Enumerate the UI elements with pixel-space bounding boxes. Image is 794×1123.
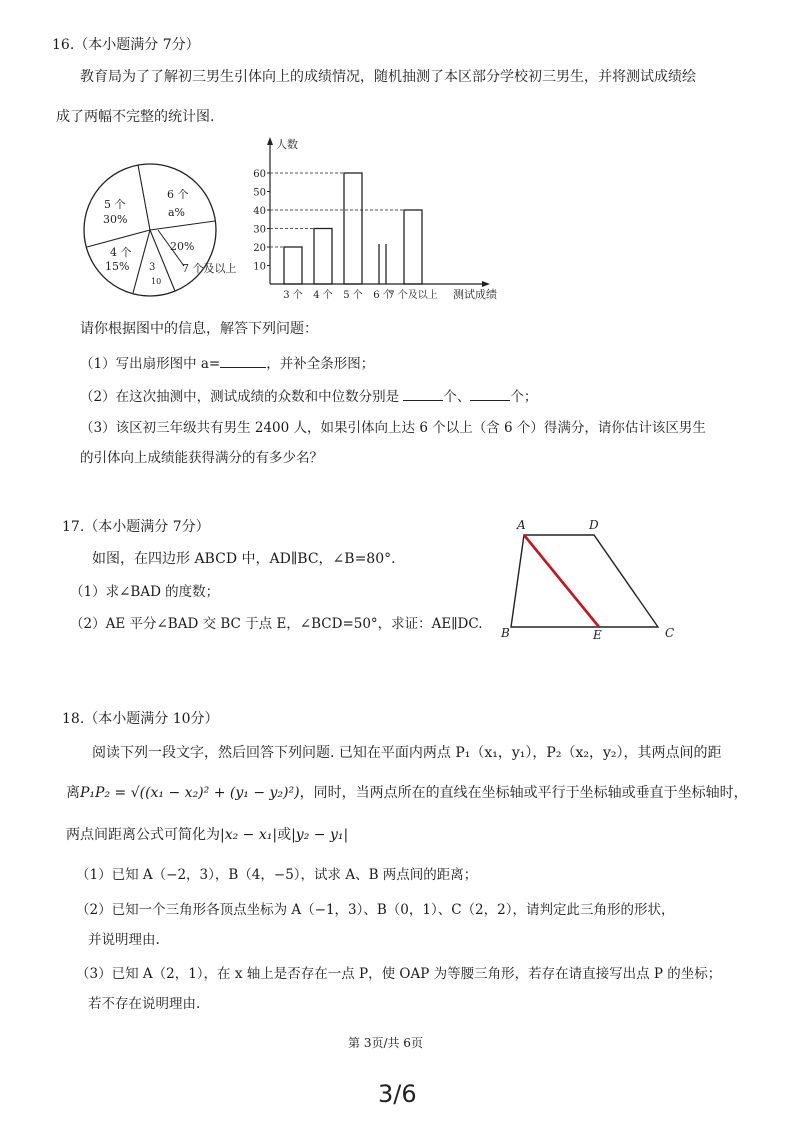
q16-item2 bbox=[80, 385, 537, 405]
label-d: D bbox=[589, 518, 599, 532]
q18-pre-formula: 离 bbox=[66, 785, 80, 801]
pie-label-five: 5 个 bbox=[104, 198, 126, 211]
q16-item1-blank[interactable] bbox=[220, 355, 266, 368]
x-axis-label: 测试成绩 bbox=[453, 288, 497, 301]
label-a: A bbox=[517, 518, 526, 532]
label-b: B bbox=[501, 626, 510, 640]
q16-item1 bbox=[80, 352, 374, 372]
q18-item3-line2: 若不存在说明理由. bbox=[88, 996, 201, 1012]
y-tick-label: 30 bbox=[253, 224, 266, 236]
q16-header: 16.（本小题满分 7分） bbox=[52, 37, 200, 53]
q16-intro-line1: 教育局为了了解初三男生引体向上的成绩情况，随机抽测了本区部分学校初三男生，并将测试成绩绘 bbox=[80, 69, 696, 85]
x-tick-label: 6 个 bbox=[373, 290, 393, 301]
page-footer: 第 3页/共 6页 bbox=[348, 1036, 423, 1050]
y-tick-label: 40 bbox=[253, 206, 266, 217]
q16-item2-blank2[interactable] bbox=[470, 388, 510, 401]
q18-item1: （1）已知 A（−2，3），B（4，−5），试求 A、B 两点间的距离； bbox=[76, 867, 478, 883]
q16-item3-line1: （3）该区初三年级共有男生 2400 人，如果引体向上达 6 个以上（含 6 个）得满分，请你估计该区男生 bbox=[80, 420, 706, 436]
bar bbox=[284, 247, 302, 284]
x-tick-label: 7 个及以上 bbox=[388, 290, 438, 301]
q18-item3-line1: （3）已知 A（2，1），在 x 轴上是否存在一点 P，使 OAP 为等腰三角形，若存在请直接写出点 P 的坐标； bbox=[76, 966, 722, 982]
pie-label-six: 6 个 bbox=[167, 188, 189, 201]
q18-item2-line2: 并说明理由. bbox=[88, 932, 160, 948]
q18-item2-line1: （2）已知一个三角形各顶点坐标为 A（−1，3）、B（0，1）、C（2，2），请判定此三角形的形状， bbox=[76, 902, 675, 918]
bar bbox=[344, 173, 362, 284]
x-tick-label: 5 个 bbox=[343, 290, 363, 301]
label-e: E bbox=[593, 628, 602, 642]
q16-item3-line2: 的引体向上成绩能获得满分的有多少名？ bbox=[80, 450, 323, 466]
q16-intro-line2: 成了两幅不完整的统计图. bbox=[56, 109, 215, 125]
q18-line3-pre: 两点间距离公式可简化为 bbox=[66, 827, 220, 843]
x-tick-label: 3 个 bbox=[283, 290, 303, 301]
y-tick-label: 60 bbox=[253, 169, 266, 180]
q18-post-formula: ，同时，当两点所在的直线在坐标轴或平行于坐标轴或垂直于坐标轴时， bbox=[299, 785, 748, 801]
y-axis-arrow bbox=[267, 137, 273, 145]
bar bbox=[404, 210, 422, 284]
page-indicator: 3/6 bbox=[378, 1080, 417, 1108]
pie-pct-fifteen: 15% bbox=[105, 260, 130, 273]
q16-item2-mid: 个、 bbox=[443, 389, 471, 405]
q18-intro-line2 bbox=[66, 782, 748, 802]
q18-line3 bbox=[66, 824, 348, 844]
y-tick-label: 20 bbox=[253, 243, 266, 254]
q17-figure bbox=[495, 515, 695, 645]
q17-intro: 如图，在四边形 ABCD 中，AD∥BC，∠B=80°. bbox=[92, 551, 396, 567]
pie-pct-twenty: 20% bbox=[170, 240, 195, 253]
q16-item2-post: 个； bbox=[510, 389, 538, 405]
x-axis-arrow bbox=[482, 281, 490, 287]
label-c: C bbox=[665, 626, 675, 640]
q16-item1-post: ，并补全条形图； bbox=[266, 356, 375, 372]
bar bbox=[314, 229, 332, 285]
quadrilateral-abcd bbox=[511, 535, 658, 627]
pie-pct-ten: 10 bbox=[151, 277, 162, 286]
q16-item1-pre: （1）写出扇形图中 a= bbox=[80, 356, 221, 372]
abs-y-formula: |y₂ − y₁| bbox=[291, 827, 349, 843]
q16-instruction: 请你根据图中的信息，解答下列问题： bbox=[80, 321, 318, 337]
pie-label-three: 3 bbox=[149, 262, 156, 273]
q16-item2-pre: （2）在这次抽测中，测试成绩的众数和中位数分别是 bbox=[80, 389, 400, 405]
pie-label-four: 4 个 bbox=[110, 246, 132, 259]
pie-callout bbox=[150, 220, 250, 280]
pie-label-seven-plus: 7 个及以上 bbox=[182, 262, 237, 275]
q16-item2-blank1[interactable] bbox=[403, 388, 443, 401]
pie-divider-3-4 bbox=[133, 230, 150, 293]
q18-header: 18.（本小题满分 10分） bbox=[62, 711, 219, 727]
segment-ae bbox=[524, 535, 599, 627]
y-tick-label: 50 bbox=[253, 187, 266, 199]
q18-line3-or: 或 bbox=[277, 827, 292, 843]
pie-divider-4-5 bbox=[87, 230, 150, 247]
q17-item2: （2）AE 平分∠BAD 交 BC 于点 E，∠BCD=50°，求证：AE∥DC. bbox=[70, 616, 483, 632]
bar-chart bbox=[240, 134, 530, 306]
pie-divider-5-6 bbox=[138, 165, 150, 230]
callout-leader bbox=[158, 230, 184, 266]
q18-intro-line1: 阅读下列一段文字，然后回答下列问题. 已知在平面内两点 P₁（x₁，y₁），P₂（x₂，y₂），其两点间的距 bbox=[92, 745, 722, 761]
pie-pct-thirty: 30% bbox=[103, 213, 128, 226]
q17-item1: （1）求∠BAD 的度数； bbox=[70, 584, 220, 600]
distance-formula: P₁P₂ = √((x₁ − x₂)² + (y₁ − y₂)²) bbox=[80, 785, 300, 801]
x-tick-label: 4 个 bbox=[313, 290, 333, 301]
q17-header: 17.（本小题满分 7分） bbox=[62, 519, 210, 535]
abs-x-formula: |x₂ − x₁| bbox=[220, 827, 278, 843]
y-axis-label: 人数 bbox=[276, 138, 298, 151]
pie-pct-a: a% bbox=[168, 206, 186, 219]
y-tick-label: 10 bbox=[253, 261, 266, 273]
